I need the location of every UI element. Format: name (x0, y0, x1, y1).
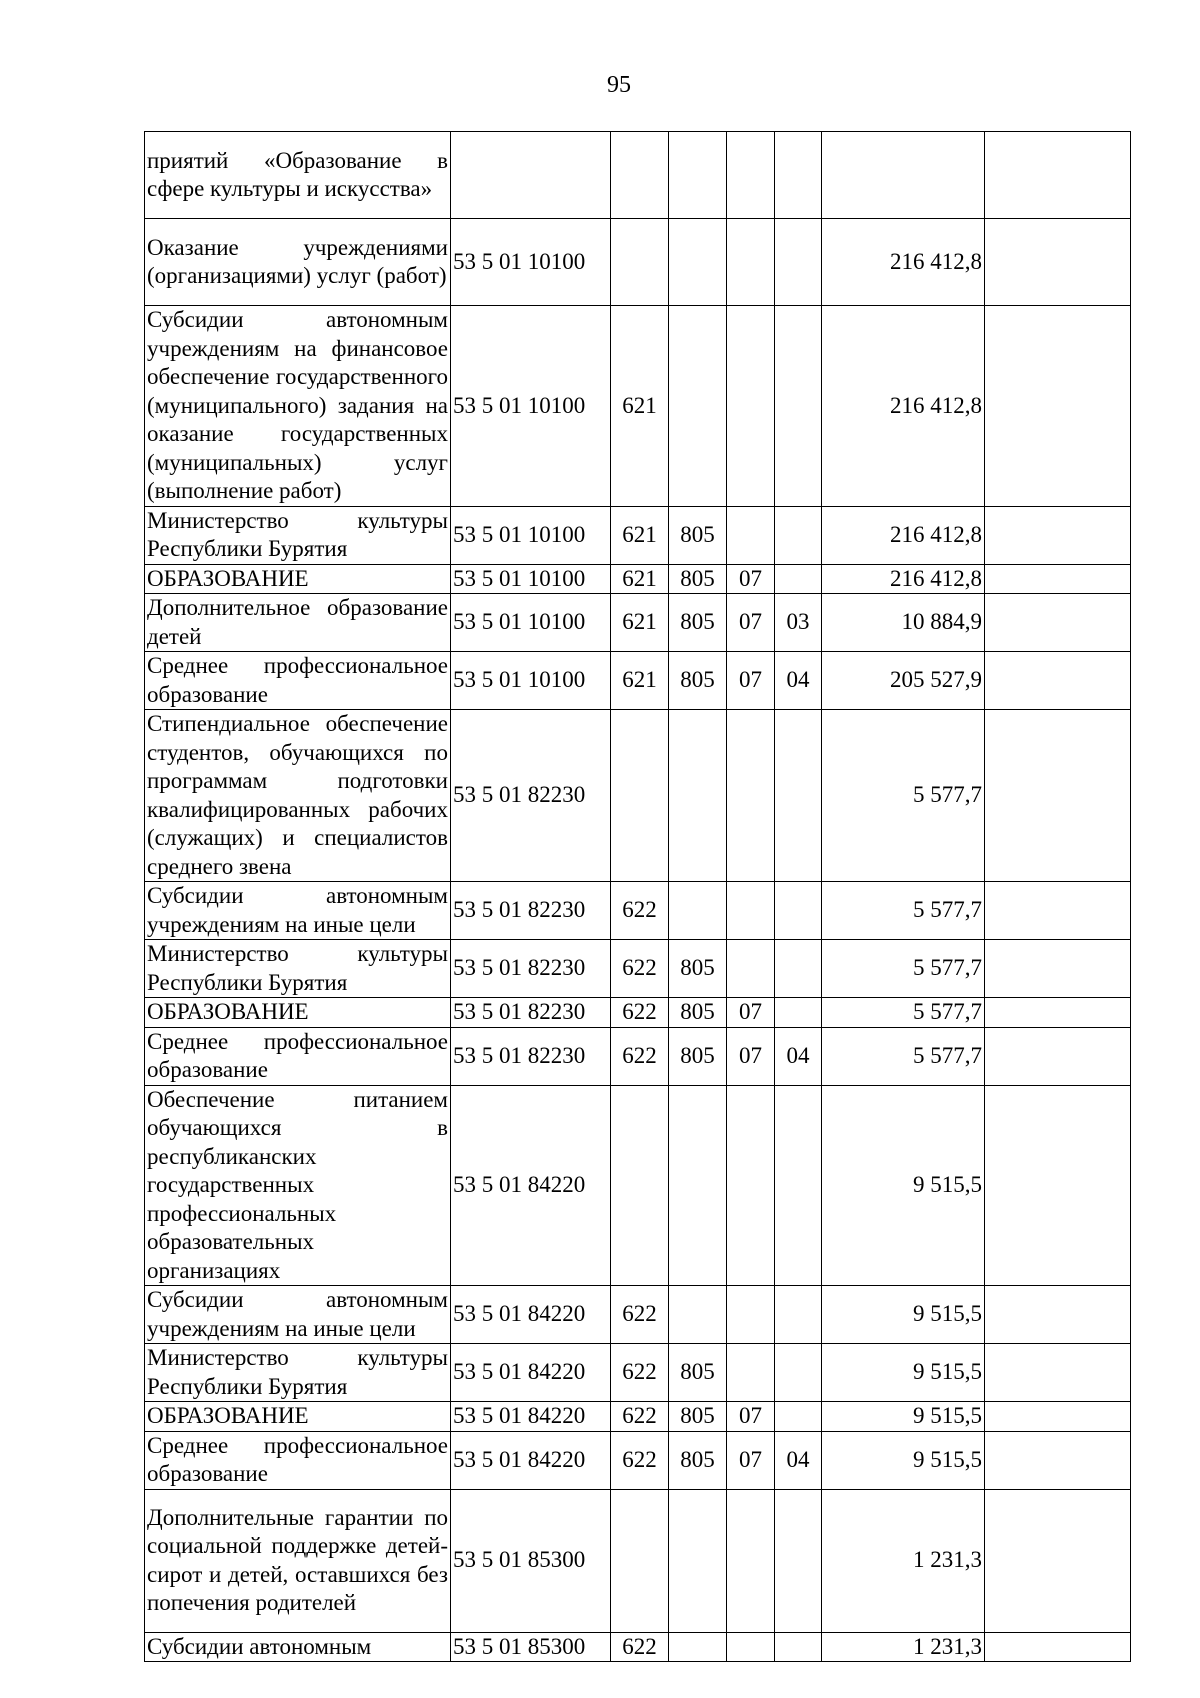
row-description: Министерство культуры Республики Бурятия (145, 506, 451, 564)
row-subsection (775, 1286, 822, 1344)
row-description: Дополнительные гарантии по социальной поддержке детей-сирот и детей, оставшихся без попечения родителей (145, 1489, 451, 1632)
row-description: Субсидии автономным учреждениям на иные цели (145, 1286, 451, 1344)
row-subsection (775, 1344, 822, 1402)
row-ministry-code: 805 (669, 564, 727, 594)
row-extra (985, 710, 1131, 882)
row-section (727, 882, 775, 940)
row-section (727, 1286, 775, 1344)
row-section (727, 219, 775, 306)
row-amount: 216 412,8 (822, 564, 985, 594)
budget-table (144, 131, 1131, 1662)
row-section: 07 (727, 1402, 775, 1432)
row-expense-type (611, 219, 669, 306)
row-extra (985, 940, 1131, 998)
row-description: Среднее профессиональное образование (145, 652, 451, 710)
row-amount: 9 515,5 (822, 1431, 985, 1489)
table-row (145, 1431, 1131, 1489)
row-expense-type: 622 (611, 882, 669, 940)
row-amount: 5 577,7 (822, 998, 985, 1028)
row-ministry-code: 805 (669, 1431, 727, 1489)
row-section (727, 132, 775, 219)
row-expense-type: 622 (611, 1286, 669, 1344)
row-subsection (775, 1632, 822, 1662)
row-section: 07 (727, 594, 775, 652)
table-row (145, 1632, 1131, 1662)
row-amount: 5 577,7 (822, 710, 985, 882)
table-row (145, 1286, 1131, 1344)
row-target-code: 53 5 01 84220 (451, 1402, 611, 1432)
row-extra (985, 998, 1131, 1028)
row-target-code: 53 5 01 10100 (451, 564, 611, 594)
row-target-code: 53 5 01 82230 (451, 710, 611, 882)
row-amount: 10 884,9 (822, 594, 985, 652)
row-expense-type: 621 (611, 652, 669, 710)
row-description: Министерство культуры Республики Бурятия (145, 940, 451, 998)
row-ministry-code (669, 882, 727, 940)
row-amount: 216 412,8 (822, 506, 985, 564)
table-row (145, 1027, 1131, 1085)
row-ministry-code (669, 1489, 727, 1632)
table-row (145, 1489, 1131, 1632)
row-extra (985, 1085, 1131, 1286)
row-description: ОБРАЗОВАНИЕ (145, 998, 451, 1028)
row-amount (822, 132, 985, 219)
table-row (145, 998, 1131, 1028)
row-ministry-code: 805 (669, 652, 727, 710)
row-section (727, 710, 775, 882)
row-amount: 216 412,8 (822, 219, 985, 306)
row-ministry-code: 805 (669, 1344, 727, 1402)
row-description: Стипендиальное обеспечение студентов, обучающихся по программам подготовки квалифицированных рабочих (служащих) и специалистов среднего звена (145, 710, 451, 882)
row-section (727, 506, 775, 564)
row-description: Среднее профессиональное образование (145, 1431, 451, 1489)
row-extra (985, 506, 1131, 564)
row-subsection: 03 (775, 594, 822, 652)
row-expense-type: 622 (611, 940, 669, 998)
row-target-code: 53 5 01 10100 (451, 306, 611, 507)
row-extra (985, 1489, 1131, 1632)
row-amount: 9 515,5 (822, 1402, 985, 1432)
row-expense-type (611, 1489, 669, 1632)
row-target-code: 53 5 01 10100 (451, 594, 611, 652)
row-expense-type: 622 (611, 1431, 669, 1489)
row-target-code: 53 5 01 84220 (451, 1431, 611, 1489)
row-section: 07 (727, 652, 775, 710)
row-extra (985, 1286, 1131, 1344)
row-description: Оказание учреждениями (организациями) услуг (работ) (145, 219, 451, 306)
row-extra (985, 882, 1131, 940)
row-ministry-code: 805 (669, 506, 727, 564)
row-extra (985, 1344, 1131, 1402)
row-subsection (775, 882, 822, 940)
row-section (727, 306, 775, 507)
row-extra (985, 1431, 1131, 1489)
table-row (145, 132, 1131, 219)
row-section: 07 (727, 998, 775, 1028)
row-amount: 216 412,8 (822, 306, 985, 507)
row-section: 07 (727, 1431, 775, 1489)
row-target-code: 53 5 01 10100 (451, 219, 611, 306)
row-expense-type: 622 (611, 1632, 669, 1662)
row-amount: 5 577,7 (822, 940, 985, 998)
row-section (727, 940, 775, 998)
row-target-code: 53 5 01 82230 (451, 940, 611, 998)
table-row (145, 506, 1131, 564)
row-subsection (775, 998, 822, 1028)
row-target-code: 53 5 01 10100 (451, 652, 611, 710)
table-row (145, 1344, 1131, 1402)
row-target-code: 53 5 01 84220 (451, 1286, 611, 1344)
row-subsection (775, 1085, 822, 1286)
row-expense-type: 622 (611, 1027, 669, 1085)
row-ministry-code: 805 (669, 1402, 727, 1432)
row-extra (985, 652, 1131, 710)
row-ministry-code (669, 132, 727, 219)
row-amount: 205 527,9 (822, 652, 985, 710)
row-target-code: 53 5 01 82230 (451, 998, 611, 1028)
row-target-code: 53 5 01 84220 (451, 1085, 611, 1286)
row-ministry-code (669, 306, 727, 507)
row-subsection (775, 506, 822, 564)
row-amount: 5 577,7 (822, 1027, 985, 1085)
row-subsection (775, 564, 822, 594)
row-section (727, 1632, 775, 1662)
row-ministry-code: 805 (669, 594, 727, 652)
row-subsection (775, 219, 822, 306)
row-description: Обеспечение питанием обучающихся в республиканских государственных профессиональных образовательных организациях (145, 1085, 451, 1286)
row-extra (985, 306, 1131, 507)
table-row (145, 882, 1131, 940)
row-extra (985, 594, 1131, 652)
row-description: Субсидии автономным учреждениям на иные цели (145, 882, 451, 940)
row-ministry-code (669, 1085, 727, 1286)
table-row (145, 219, 1131, 306)
row-section: 07 (727, 1027, 775, 1085)
row-target-code: 53 5 01 85300 (451, 1632, 611, 1662)
row-subsection: 04 (775, 652, 822, 710)
row-expense-type: 621 (611, 506, 669, 564)
row-target-code: 53 5 01 84220 (451, 1344, 611, 1402)
row-subsection (775, 306, 822, 507)
row-ministry-code (669, 1286, 727, 1344)
row-ministry-code: 805 (669, 940, 727, 998)
row-ministry-code (669, 219, 727, 306)
row-subsection: 04 (775, 1027, 822, 1085)
row-extra (985, 1402, 1131, 1432)
table-row (145, 652, 1131, 710)
page-number: 95 (607, 72, 631, 98)
row-subsection (775, 1489, 822, 1632)
row-expense-type (611, 132, 669, 219)
row-extra (985, 1632, 1131, 1662)
row-amount: 1 231,3 (822, 1489, 985, 1632)
row-section: 07 (727, 564, 775, 594)
row-subsection (775, 1402, 822, 1432)
row-expense-type (611, 710, 669, 882)
row-expense-type: 621 (611, 594, 669, 652)
row-amount: 1 231,3 (822, 1632, 985, 1662)
row-extra (985, 1027, 1131, 1085)
row-amount: 9 515,5 (822, 1286, 985, 1344)
row-description: ОБРАЗОВАНИЕ (145, 564, 451, 594)
row-expense-type: 621 (611, 564, 669, 594)
table-row (145, 594, 1131, 652)
row-description: ОБРАЗОВАНИЕ (145, 1402, 451, 1432)
row-description: Субсидии автономным (145, 1632, 451, 1662)
table-row (145, 1402, 1131, 1432)
table-row (145, 564, 1131, 594)
row-description: Субсидии автономным учреждениям на финансовое обеспечение государственного (муниципального) задания на оказание государственных (муниципальных) услуг (выполнение работ) (145, 306, 451, 507)
row-subsection (775, 710, 822, 882)
row-expense-type: 622 (611, 1402, 669, 1432)
row-description: приятий «Образование в сфере культуры и искусства» (145, 132, 451, 219)
row-subsection (775, 132, 822, 219)
row-section (727, 1489, 775, 1632)
row-amount: 5 577,7 (822, 882, 985, 940)
row-target-code: 53 5 01 82230 (451, 1027, 611, 1085)
table-row (145, 1085, 1131, 1286)
row-description: Министерство культуры Республики Бурятия (145, 1344, 451, 1402)
row-expense-type (611, 1085, 669, 1286)
row-subsection (775, 940, 822, 998)
row-extra (985, 219, 1131, 306)
row-expense-type: 622 (611, 998, 669, 1028)
row-extra (985, 564, 1131, 594)
row-section (727, 1085, 775, 1286)
row-description: Среднее профессиональное образование (145, 1027, 451, 1085)
row-ministry-code (669, 710, 727, 882)
row-description: Дополнительное образование детей (145, 594, 451, 652)
row-amount: 9 515,5 (822, 1085, 985, 1286)
table-row (145, 940, 1131, 998)
row-section (727, 1344, 775, 1402)
table-body (145, 132, 1131, 1662)
row-subsection: 04 (775, 1431, 822, 1489)
row-target-code: 53 5 01 85300 (451, 1489, 611, 1632)
row-target-code (451, 132, 611, 219)
row-target-code: 53 5 01 10100 (451, 506, 611, 564)
row-expense-type: 621 (611, 306, 669, 507)
row-ministry-code: 805 (669, 998, 727, 1028)
row-amount: 9 515,5 (822, 1344, 985, 1402)
row-ministry-code: 805 (669, 1027, 727, 1085)
row-extra (985, 132, 1131, 219)
table-row (145, 306, 1131, 507)
row-target-code: 53 5 01 82230 (451, 882, 611, 940)
row-ministry-code (669, 1632, 727, 1662)
table-row (145, 710, 1131, 882)
row-expense-type: 622 (611, 1344, 669, 1402)
